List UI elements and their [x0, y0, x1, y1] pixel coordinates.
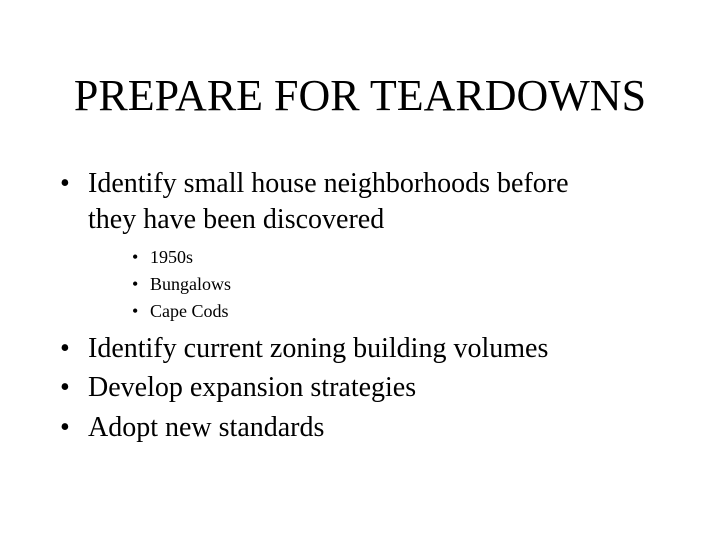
sub-bullet-item-1	[132, 246, 332, 268]
sub-bullet-text: Bungalows	[150, 274, 231, 294]
bullet-text-line-1: Identify current zoning building volumes	[88, 333, 549, 364]
sub-bullet-icon: •	[132, 274, 139, 294]
bullet-item-3	[60, 370, 680, 406]
sub-bullet-item-2	[132, 273, 332, 295]
sub-bullet-text: 1950s	[150, 247, 194, 267]
sub-bullet-text: Cape Cods	[150, 301, 229, 321]
bullet-icon: •	[60, 168, 70, 199]
sub-bullet-item-3	[132, 300, 332, 322]
bullet-icon: •	[60, 372, 70, 403]
bullet-icon: •	[60, 333, 70, 364]
bullet-item-1	[60, 166, 680, 238]
bullet-item-4	[60, 410, 680, 446]
bullet-text-line-1: Identify small house neighborhoods before	[88, 168, 569, 199]
bullet-item-2	[60, 331, 680, 367]
bullet-text-line-1: Develop expansion strategies	[88, 372, 417, 403]
bullet-icon: •	[60, 412, 70, 443]
bullet-text-line-2: they have been discovered	[88, 204, 385, 235]
slide-title: PREPARE FOR TEARDOWNS	[73, 71, 647, 120]
sub-bullet-icon: •	[132, 301, 139, 321]
bullet-text-line-1: Adopt new standards	[88, 412, 325, 443]
sub-bullet-icon: •	[132, 247, 139, 267]
